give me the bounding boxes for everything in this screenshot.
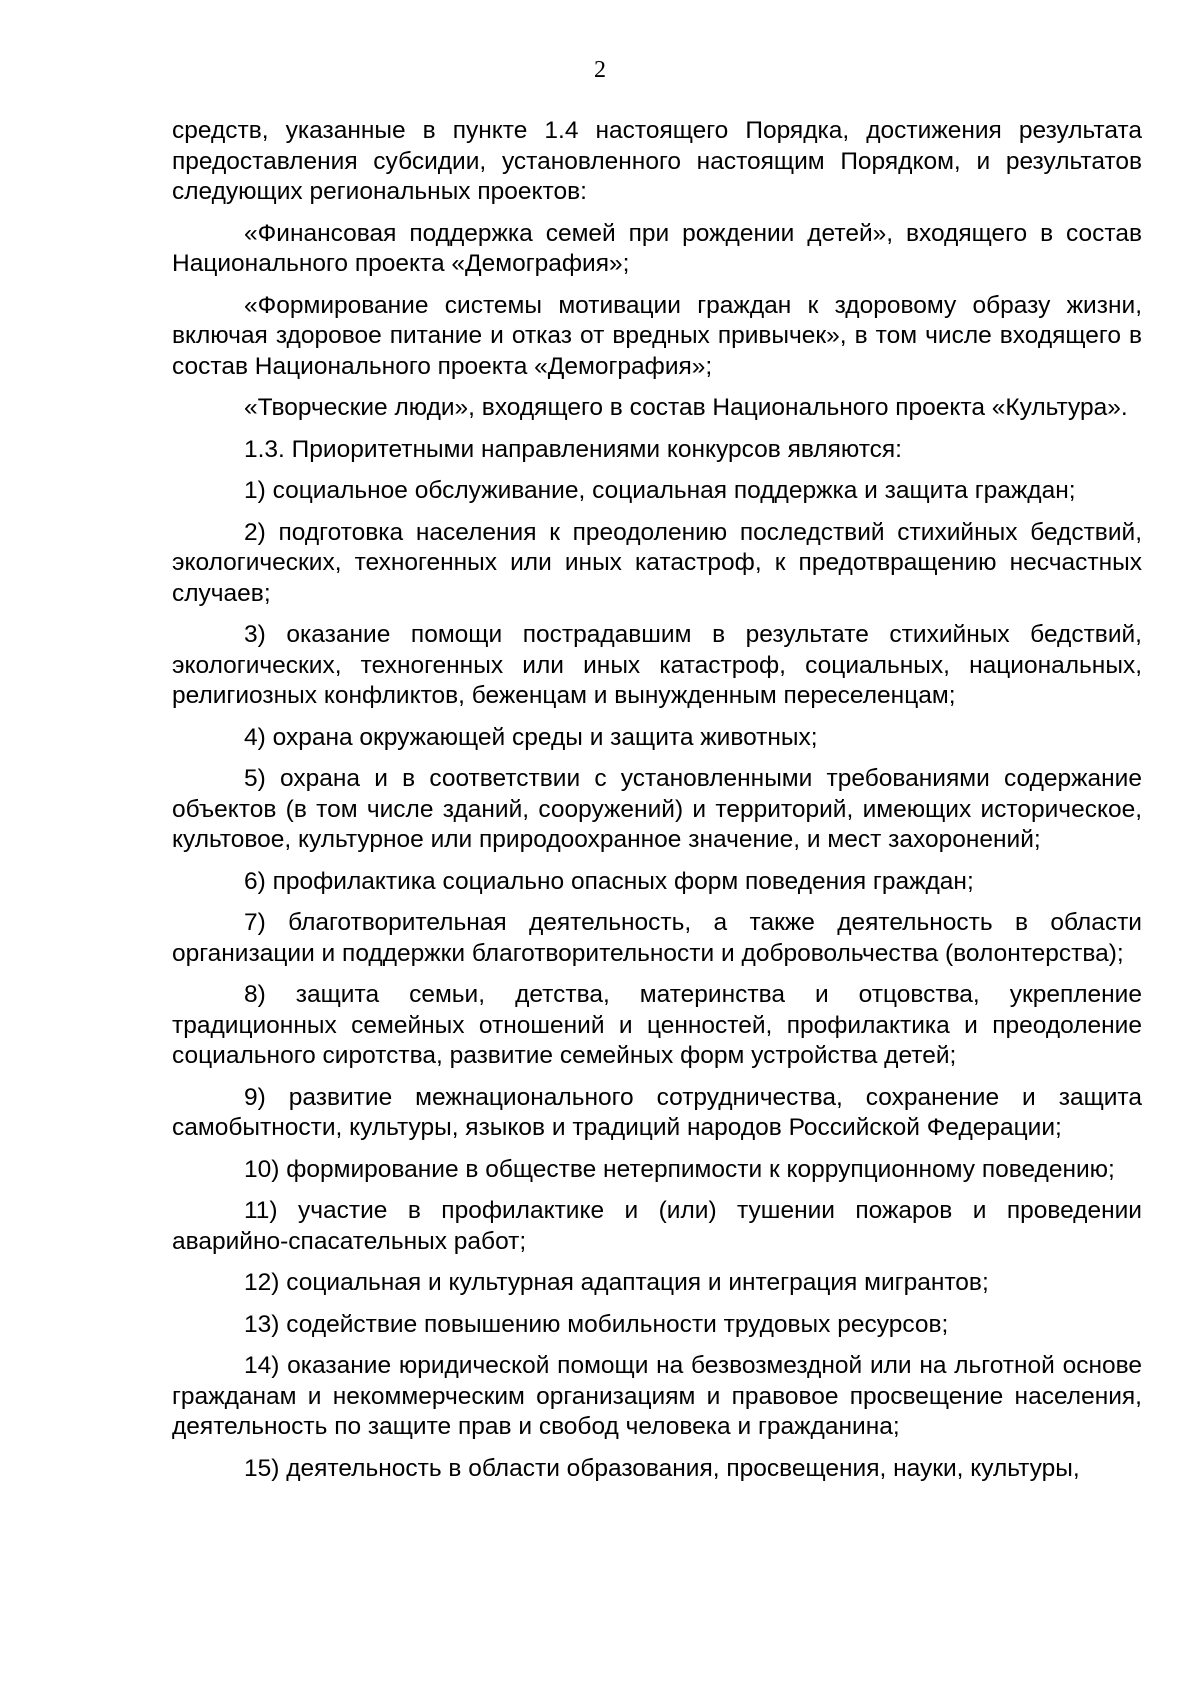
list-item-3: 3) оказание помощи пострадавшим в результате стихийных бедствий, экологических, техногенных или иных катастроф, социальных, национальных, религиозных конфликтов, беженцам и вынужденным переселенцам; bbox=[172, 621, 1142, 709]
list-item-4: 4) охрана окружающей среды и защита животных; bbox=[244, 723, 818, 751]
page-number: 2 bbox=[594, 57, 606, 83]
list-item-14: 14) оказание юридической помощи на безвозмездной или на льготной основе гражданам и некоммерческим организациям и правовое просвещение населения, деятельность по защите прав и свобод человека и гражданина; bbox=[172, 1352, 1142, 1440]
list-item-10: 10) формирование в обществе нетерпимости к коррупционному поведению; bbox=[244, 1155, 1115, 1183]
list-item-6: 6) профилактика социально опасных форм поведения граждан; bbox=[244, 867, 974, 895]
list-item-7: 7) благотворительная деятельность, а также деятельность в области организации и поддержки благотворительности и добровольчества (волонтерства); bbox=[172, 909, 1142, 967]
paragraph-project-family-support: «Финансовая поддержка семей при рождении детей», входящего в состав Национального проекта «Демография»; bbox=[172, 219, 1142, 277]
list-item-8: 8) защита семьи, детства, материнства и отцовства, укрепление традиционных семейных отношений и ценностей, профилактика и преодоление социального сиротства, развитие семейных форм устройства детей; bbox=[172, 981, 1142, 1069]
list-item-12: 12) социальная и культурная адаптация и интеграция мигрантов; bbox=[244, 1269, 989, 1296]
paragraph-continuation: средств, указанные в пункте 1.4 настоящего Порядка, достижения результата предоставления субсидии, установленного настоящим Порядком, и результатов следующих региональных проектов: bbox=[172, 117, 1142, 205]
paragraph-section-1-3: 1.3. Приоритетными направлениями конкурсов являются: bbox=[244, 435, 902, 463]
list-item-11: 11) участие в профилактике и (или) тушении пожаров и проведении аварийно-спасательных работ; bbox=[172, 1197, 1142, 1255]
list-item-2: 2) подготовка населения к преодолению последствий стихийных бедствий, экологических, техногенных или иных катастроф, к предотвращению несчастных случаев; bbox=[172, 518, 1142, 607]
paragraph-project-creative-people: «Творческие люди», входящего в состав Национального проекта «Культура». bbox=[244, 394, 1128, 421]
paragraph-project-healthy-lifestyle: «Формирование системы мотивации граждан к здоровому образу жизни, включая здоровое питание и отказ от вредных привычек», в том числе входящего в состав Национального проекта «Демография»; bbox=[172, 291, 1142, 380]
list-item-5: 5) охрана и в соответствии с установленными требованиями содержание объектов (в том числе зданий, сооружений) и территорий, имеющих историческое, культовое, культурное или природоохранное значение, и мест захоронений; bbox=[172, 765, 1142, 853]
document-body bbox=[172, 116, 1142, 1495]
list-item-9: 9) развитие межнационального сотрудничества, сохранение и защита самобытности, культуры, языков и традиций народов Российской Федерации; bbox=[172, 1083, 1142, 1141]
list-item-1: 1) социальное обслуживание, социальная поддержка и защита граждан; bbox=[244, 477, 1076, 504]
list-item-15: 15) деятельность в области образования, просвещения, науки, культуры, bbox=[244, 1454, 1080, 1482]
list-item-13: 13) содействие повышению мобильности трудовых ресурсов; bbox=[244, 1310, 949, 1338]
